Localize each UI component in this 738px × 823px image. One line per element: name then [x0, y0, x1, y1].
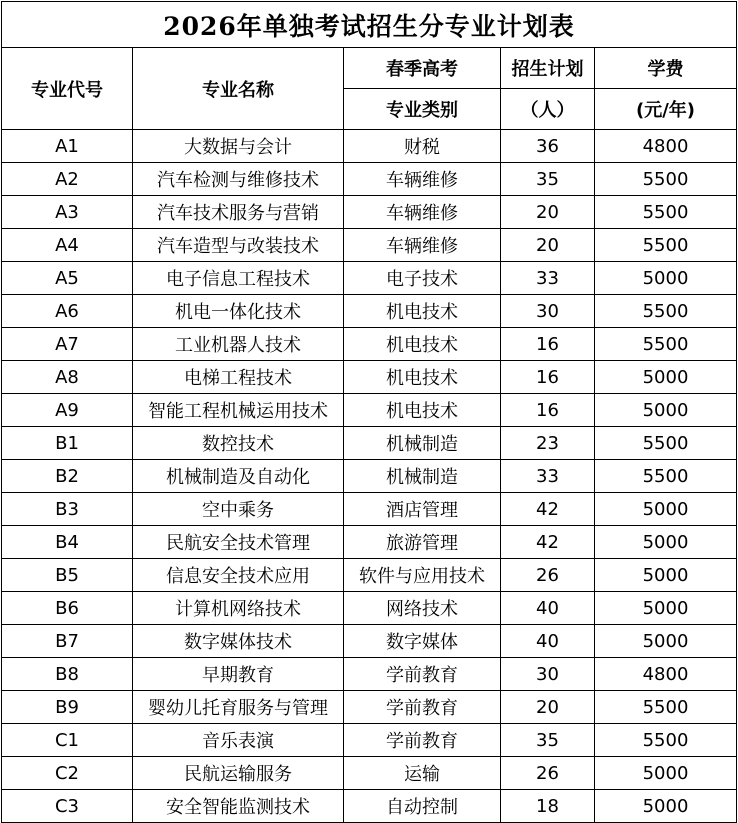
cell-plan: 23 — [501, 427, 595, 460]
cell-code: B4 — [2, 526, 133, 559]
cell-plan: 40 — [501, 625, 595, 658]
cell-code: A5 — [2, 262, 133, 295]
header-plan-bottom: （人） — [501, 89, 595, 130]
cell-code: A7 — [2, 328, 133, 361]
cell-code: C3 — [2, 790, 133, 823]
header-code: 专业代号 — [2, 48, 133, 130]
cell-name: 音乐表演 — [133, 724, 344, 757]
cell-fee: 5000 — [595, 262, 737, 295]
cell-code: B8 — [2, 658, 133, 691]
table-row — [2, 130, 737, 163]
enrollment-plan-table — [1, 1, 737, 823]
cell-code: B7 — [2, 625, 133, 658]
cell-code: C2 — [2, 757, 133, 790]
cell-category: 机电技术 — [344, 361, 501, 394]
table-row — [2, 163, 737, 196]
cell-fee: 5000 — [595, 493, 737, 526]
table-row — [2, 493, 737, 526]
header-fee-bottom: (元/年) — [595, 89, 737, 130]
table-row — [2, 262, 737, 295]
cell-category: 数字媒体 — [344, 625, 501, 658]
table-row — [2, 526, 737, 559]
cell-plan: 40 — [501, 592, 595, 625]
cell-plan: 16 — [501, 394, 595, 427]
cell-category: 机电技术 — [344, 295, 501, 328]
cell-fee: 5500 — [595, 724, 737, 757]
cell-plan: 35 — [501, 724, 595, 757]
cell-fee: 5500 — [595, 295, 737, 328]
cell-category: 旅游管理 — [344, 526, 501, 559]
cell-name: 工业机器人技术 — [133, 328, 344, 361]
cell-name: 婴幼儿托育服务与管理 — [133, 691, 344, 724]
header-category-top: 春季高考 — [344, 48, 501, 89]
table-row — [2, 460, 737, 493]
cell-plan: 20 — [501, 229, 595, 262]
cell-category: 网络技术 — [344, 592, 501, 625]
table-row — [2, 229, 737, 262]
cell-fee: 5000 — [595, 394, 737, 427]
cell-name: 空中乘务 — [133, 493, 344, 526]
cell-plan: 30 — [501, 658, 595, 691]
table-row — [2, 361, 737, 394]
cell-plan: 26 — [501, 559, 595, 592]
cell-name: 安全智能监测技术 — [133, 790, 344, 823]
cell-plan: 20 — [501, 196, 595, 229]
cell-plan: 18 — [501, 790, 595, 823]
cell-plan: 20 — [501, 691, 595, 724]
cell-name: 计算机网络技术 — [133, 592, 344, 625]
table-row — [2, 328, 737, 361]
cell-name: 汽车造型与改装技术 — [133, 229, 344, 262]
cell-plan: 30 — [501, 295, 595, 328]
table-row — [2, 658, 737, 691]
cell-code: A3 — [2, 196, 133, 229]
cell-fee: 5500 — [595, 229, 737, 262]
cell-code: A4 — [2, 229, 133, 262]
cell-fee: 5000 — [595, 526, 737, 559]
cell-fee: 5000 — [595, 625, 737, 658]
cell-category: 学前教育 — [344, 724, 501, 757]
cell-code: A2 — [2, 163, 133, 196]
cell-fee: 5000 — [595, 757, 737, 790]
cell-fee: 5500 — [595, 328, 737, 361]
cell-name: 机电一体化技术 — [133, 295, 344, 328]
cell-code: B2 — [2, 460, 133, 493]
table-row — [2, 427, 737, 460]
cell-plan: 42 — [501, 493, 595, 526]
table-row — [2, 592, 737, 625]
table-row — [2, 625, 737, 658]
cell-code: B6 — [2, 592, 133, 625]
cell-category: 机械制造 — [344, 460, 501, 493]
cell-name: 早期教育 — [133, 658, 344, 691]
cell-category: 自动控制 — [344, 790, 501, 823]
cell-code: B9 — [2, 691, 133, 724]
cell-plan: 26 — [501, 757, 595, 790]
cell-fee: 5000 — [595, 790, 737, 823]
cell-plan: 36 — [501, 130, 595, 163]
cell-name: 汽车技术服务与营销 — [133, 196, 344, 229]
table-row — [2, 559, 737, 592]
cell-fee: 5500 — [595, 460, 737, 493]
cell-plan: 35 — [501, 163, 595, 196]
cell-plan: 16 — [501, 328, 595, 361]
cell-fee: 5000 — [595, 361, 737, 394]
cell-category: 车辆维修 — [344, 229, 501, 262]
cell-name: 民航安全技术管理 — [133, 526, 344, 559]
cell-fee: 5500 — [595, 196, 737, 229]
cell-category: 软件与应用技术 — [344, 559, 501, 592]
cell-plan: 33 — [501, 460, 595, 493]
cell-fee: 5500 — [595, 427, 737, 460]
cell-name: 智能工程机械运用技术 — [133, 394, 344, 427]
cell-name: 信息安全技术应用 — [133, 559, 344, 592]
cell-category: 学前教育 — [344, 691, 501, 724]
cell-category: 机电技术 — [344, 394, 501, 427]
table-row — [2, 724, 737, 757]
table-row — [2, 790, 737, 823]
cell-name: 汽车检测与维修技术 — [133, 163, 344, 196]
table-row — [2, 757, 737, 790]
table-row — [2, 691, 737, 724]
cell-code: B1 — [2, 427, 133, 460]
cell-plan: 33 — [501, 262, 595, 295]
header-name: 专业名称 — [133, 48, 344, 130]
cell-fee: 5000 — [595, 592, 737, 625]
cell-category: 机电技术 — [344, 328, 501, 361]
cell-category: 车辆维修 — [344, 196, 501, 229]
header-plan-top: 招生计划 — [501, 48, 595, 89]
header-category-bottom: 专业类别 — [344, 89, 501, 130]
header-fee-top: 学费 — [595, 48, 737, 89]
cell-plan: 16 — [501, 361, 595, 394]
cell-name: 大数据与会计 — [133, 130, 344, 163]
cell-category: 运输 — [344, 757, 501, 790]
cell-code: A9 — [2, 394, 133, 427]
cell-name: 民航运输服务 — [133, 757, 344, 790]
cell-code: A1 — [2, 130, 133, 163]
cell-fee: 5500 — [595, 163, 737, 196]
table-title: 2026年单独考试招生分专业计划表 — [2, 2, 737, 48]
cell-name: 数字媒体技术 — [133, 625, 344, 658]
cell-fee: 5500 — [595, 691, 737, 724]
cell-code: A8 — [2, 361, 133, 394]
cell-name: 数控技术 — [133, 427, 344, 460]
cell-category: 车辆维修 — [344, 163, 501, 196]
table-row — [2, 196, 737, 229]
cell-plan: 42 — [501, 526, 595, 559]
cell-name: 电梯工程技术 — [133, 361, 344, 394]
cell-code: B5 — [2, 559, 133, 592]
cell-category: 学前教育 — [344, 658, 501, 691]
table-row — [2, 394, 737, 427]
cell-name: 机械制造及自动化 — [133, 460, 344, 493]
cell-category: 酒店管理 — [344, 493, 501, 526]
cell-code: A6 — [2, 295, 133, 328]
cell-category: 机械制造 — [344, 427, 501, 460]
cell-name: 电子信息工程技术 — [133, 262, 344, 295]
cell-category: 电子技术 — [344, 262, 501, 295]
cell-category: 财税 — [344, 130, 501, 163]
cell-code: C1 — [2, 724, 133, 757]
cell-code: B3 — [2, 493, 133, 526]
table-row — [2, 295, 737, 328]
cell-fee: 4800 — [595, 130, 737, 163]
cell-fee: 4800 — [595, 658, 737, 691]
cell-fee: 5000 — [595, 559, 737, 592]
